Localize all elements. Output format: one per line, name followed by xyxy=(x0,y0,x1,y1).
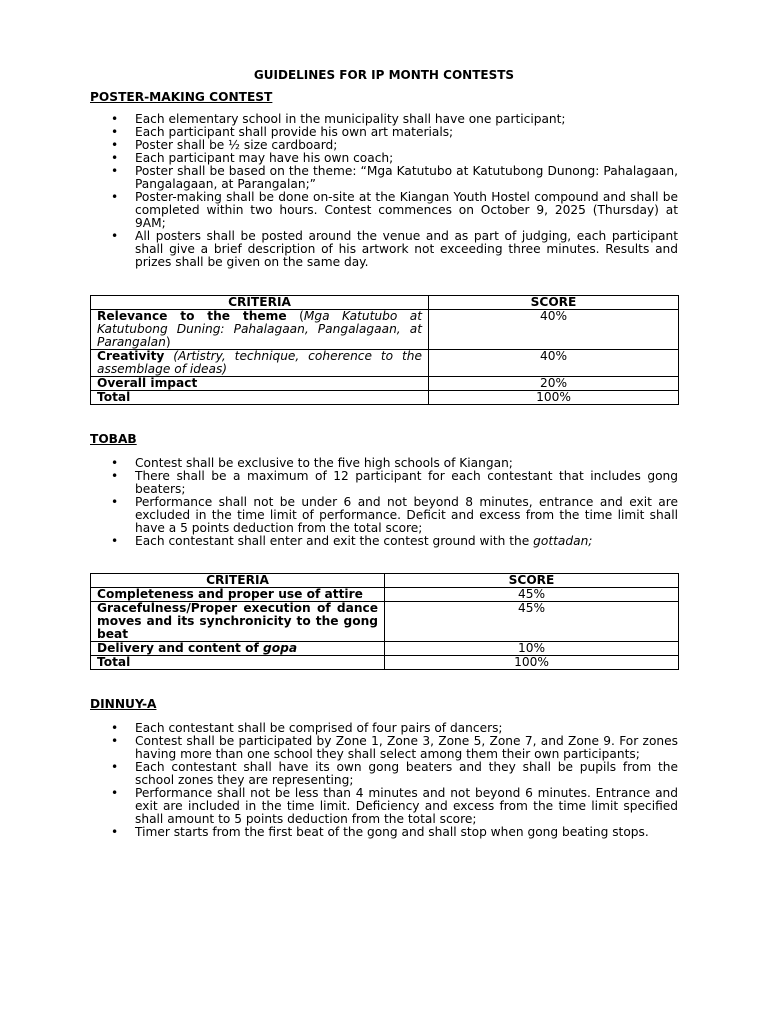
criteria-cell: Completeness and proper use of attire xyxy=(91,588,385,602)
score-cell: 100% xyxy=(429,391,679,405)
list-item: • There shall be a maximum of 12 participant for each contestant that includes gong beaters; xyxy=(111,469,678,496)
table-row xyxy=(91,391,679,405)
dinnuya-section xyxy=(90,697,678,839)
score-header: SCORE xyxy=(429,296,679,310)
criteria-header: CRITERIA xyxy=(91,574,385,588)
list-item: • All posters shall be posted around the venue and as part of judging, each participant shall give a brief description of his artwork not exceeding three minutes. Results and prizes shall be given on the same day. xyxy=(111,229,678,269)
list-item: • Each participant may have his own coach; xyxy=(111,151,394,165)
dinnuya-bullet-list xyxy=(90,722,678,839)
dinnuya-heading: DINNUY-A xyxy=(90,697,157,711)
poster-section xyxy=(90,90,678,405)
document-page xyxy=(90,68,678,839)
poster-bullet-list xyxy=(90,113,678,269)
table-row xyxy=(91,310,679,350)
list-item: • Timer starts from the first beat of the gong and shall stop when gong beating stops. xyxy=(111,825,649,839)
criteria-cell: Gracefulness/Proper execution of dance moves and its synchronicity to the gong beat xyxy=(91,602,385,642)
criteria-cell: Delivery and content of gopa xyxy=(91,642,385,656)
list-item: • Performance shall not be under 6 and not beyond 8 minutes, entrance and exit are excluded in the time limit of performance. Deficit and excess from the time limit shall have a 5 points deduction from the total score; xyxy=(111,495,678,535)
score-cell: 10% xyxy=(385,642,679,656)
table-row xyxy=(91,642,679,656)
list-item: • Poster-making shall be done on-site at the Kiangan Youth Hostel compound and shall be completed within two hours. Contest commences on October 9, 2025 (Thursday) at 9AM; xyxy=(111,190,678,230)
score-cell: 40% xyxy=(429,310,679,350)
list-item: • Contest shall be exclusive to the five high schools of Kiangan; xyxy=(111,456,513,470)
score-cell: 20% xyxy=(429,377,679,391)
criteria-cell: Total xyxy=(91,391,429,405)
score-cell: 45% xyxy=(385,602,679,642)
list-item: • Performance shall not be less than 4 minutes and not beyond 6 minutes. Entrance and exit are included in the time limit. Deficiency and excess from the time limit specified shall amount to 5 points deduction from the total score; xyxy=(111,786,678,826)
list-item: • Each participant shall provide his own art materials; xyxy=(111,125,454,139)
criteria-cell: Overall impact xyxy=(91,377,429,391)
page-title: GUIDELINES FOR IP MONTH CONTESTS xyxy=(253,68,515,82)
table-row xyxy=(91,602,679,642)
score-cell: 100% xyxy=(385,656,679,670)
table-row xyxy=(91,588,679,602)
criteria-cell: Creativity (Artistry, technique, coherence to the assemblage of ideas) xyxy=(91,350,429,377)
score-header: SCORE xyxy=(385,574,679,588)
table-row xyxy=(91,377,679,391)
tobab-criteria-table xyxy=(90,573,679,670)
list-item: • Contest shall be participated by Zone 1, Zone 3, Zone 5, Zone 7, and Zone 9. For zones having more than one school they shall select among them their own participants; xyxy=(111,734,678,761)
tobab-section xyxy=(90,432,678,670)
score-cell: 45% xyxy=(385,588,679,602)
list-item: • Poster shall be ½ size cardboard; xyxy=(111,138,338,152)
tobab-bullet-list xyxy=(90,457,678,548)
list-item: • Each contestant shall be comprised of four pairs of dancers; xyxy=(111,721,503,735)
poster-heading: POSTER-MAKING CONTEST xyxy=(90,90,273,104)
criteria-cell: Total xyxy=(91,656,385,670)
criteria-header: CRITERIA xyxy=(91,296,429,310)
score-cell: 40% xyxy=(429,350,679,377)
list-item: • Poster shall be based on the theme: “Mga Katutubo at Katutubong Dunong: Pahalagaan, Pangalagaan, at Parangalan;” xyxy=(111,164,678,191)
tobab-heading: TOBAB xyxy=(90,432,137,446)
list-item: • Each elementary school in the municipality shall have one participant; xyxy=(111,112,566,126)
table-row xyxy=(91,350,679,377)
criteria-cell: Relevance to the theme (Mga Katutubo at Katutubong Duning: Pahalagaan, Pangalagaan, at Parangalan) xyxy=(91,310,429,350)
poster-criteria-table xyxy=(90,295,679,405)
list-item: • Each contestant shall enter and exit the contest ground with the gottadan; xyxy=(111,534,593,548)
table-row xyxy=(91,656,679,670)
table-header-row xyxy=(91,574,679,588)
table-header-row xyxy=(91,296,679,310)
list-item: • Each contestant shall have its own gong beaters and they shall be pupils from the school zones they are representing; xyxy=(111,760,678,787)
